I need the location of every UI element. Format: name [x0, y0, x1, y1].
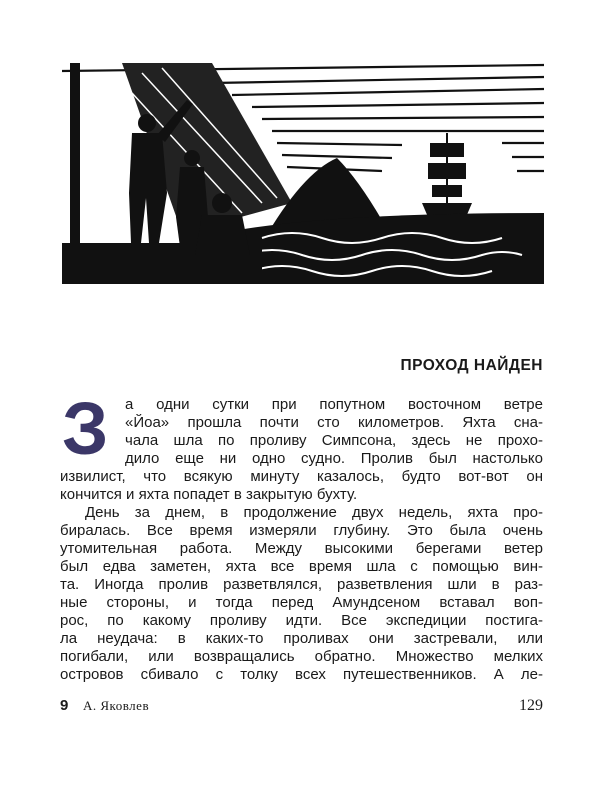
text-line: островов сбивало с толку всех путешественников. А ле- — [60, 666, 543, 683]
text-line: утомительная работа. Между высокими берегами ветер — [60, 540, 543, 557]
text-line: дило еще ни одно судно. Пролив был настолько — [125, 450, 543, 467]
chapter-title: ПРОХОД НАЙДЕН — [400, 357, 543, 374]
page-number: 129 — [519, 697, 543, 714]
text-line: кончится и яхта попадет в закрытую бухту. — [60, 486, 358, 503]
text-line: День за днем, в продолжение двух недель, яхта про- — [85, 504, 543, 521]
text-line: ные стороны, и тогда перед Амундсеном вставал воп- — [60, 594, 543, 611]
illustration-sailing-ship — [62, 63, 544, 284]
printer-signature: 9 — [60, 697, 69, 714]
running-author: А. Яковлев — [83, 698, 150, 713]
text-line: погибали, или возвращались обратно. Множество мелких — [60, 648, 543, 665]
text-line: чала шла по проливу Симпсона, здесь не прохо- — [125, 432, 543, 449]
text-line: биралась. Все время измеряли глубину. Это была очень — [60, 522, 543, 539]
text-line: рос, по какому проливу идти. Все экспедиции постига- — [60, 612, 543, 629]
text-line: был едва заметен, яхта все время шла с помощью вин- — [60, 558, 543, 575]
text-line: та. Иногда пролив разветвлялся, разветвления шли в раз- — [60, 576, 543, 593]
text-line: «Йоа» прошла почти сто километров. Яхта сна- — [125, 414, 543, 431]
text-line: ла неудача: в каких-то проливах они застревали, или — [60, 630, 543, 647]
text-line: а одни сутки при попутном восточном ветре — [125, 396, 543, 413]
text-line: извилист, что всякую минуту казалось, будто вот-вот он — [60, 468, 543, 485]
drop-cap: З — [62, 392, 109, 466]
